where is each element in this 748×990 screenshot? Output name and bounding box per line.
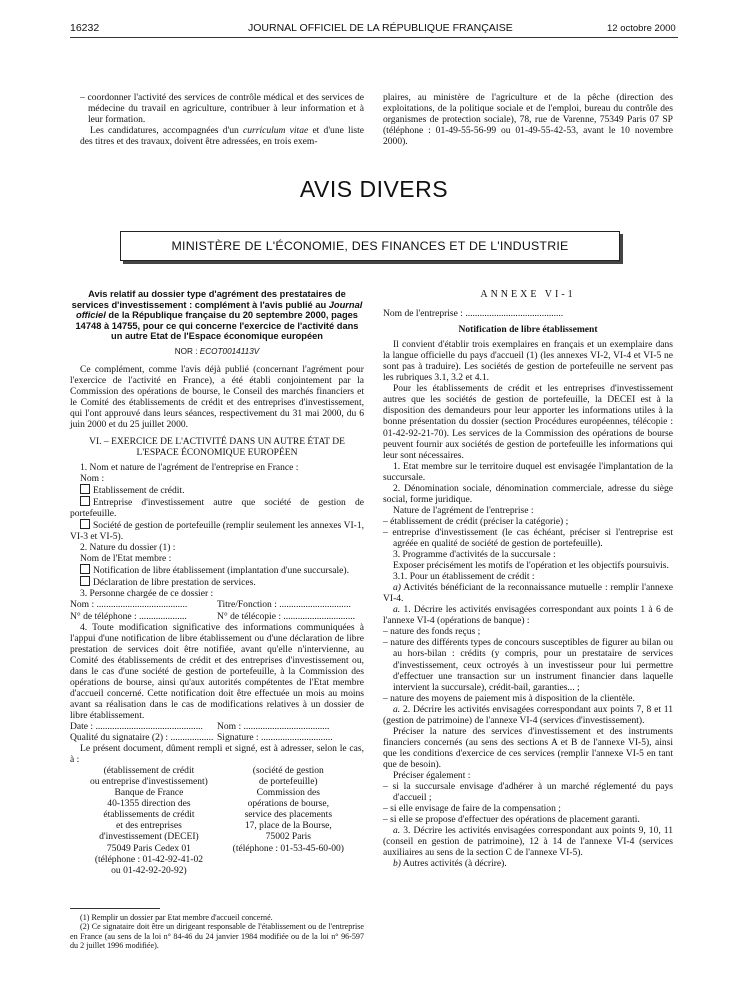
checkbox-icon[interactable] [80, 564, 90, 574]
right-p15-em: b) [393, 858, 401, 870]
nom-line: Nom : [80, 472, 105, 484]
cb1-label: Etablissement de crédit. [93, 485, 185, 497]
q2: 2. Nature du dossier (1) : [80, 542, 176, 554]
address-line: (établissement de crédit [103, 765, 195, 777]
avis-title [70, 289, 364, 342]
right-p1: Il convient d'établir trois exemplaires en français et un exemplaire dans la langue officielle du pays d'accueil (1) (les annexes VI-2, VI-4 et VI-5 ne sont pas à traduire). Les sociétés de gestion de portefeuille ne servent pas les rubriques 3.1, 3.2 et 4.1. [383, 339, 673, 384]
para-4: 4. Toute modification significative des informations communiquées à l'appui d'une notification de libre établissement ou d'une déclaration de libre prestation de services doit être notifiée, avant qu'elle n'intervienne, au Comité des établissements de crédit et des entreprises d'investissement ou, dans le cas d'une société de gestion de portefeuille, à la Commission des opérations de bourse, ainsi qu'aux autorités compétentes de l'Etat membre d'accueil concerné. Cette notification doit être effectuée un mois au moins avant sa réalisation dans le cas de modifications relatives à un dossier de libre établissement. [70, 621, 364, 721]
top-left-para-2-em: curriculum vitae [243, 125, 309, 137]
notification-title: Notification de libre établissement [458, 324, 598, 336]
q1: 1. Nom et nature de l'agrément de l'entreprise en France : [80, 461, 299, 473]
right-p14 [383, 825, 673, 858]
top-left-para-2a: Les candidatures, accompagnées d'un [90, 125, 244, 137]
top-left-para-2 [80, 125, 364, 147]
address-line: ou 01-42-92-20-92) [111, 864, 187, 876]
checkbox-etablissement [70, 484, 364, 496]
right-p7: Exposer précisément les motifs de l'opération et les objectifs poursuivis. [393, 560, 669, 572]
nom-field[interactable]: Nom : ...................................... [70, 599, 188, 611]
journal-title: JOURNAL OFFICIEL DE LA RÉPUBLIQUE FRANÇAISE [248, 22, 513, 34]
right-p10-text: 1. Décrire les activités envisagées correspondant aux points 1 à 6 de l'annexe VI-4 (opérations de banque) : [383, 604, 673, 627]
address-line: 75002 Paris [265, 831, 311, 843]
address-line: 75049 Paris Cedex 01 [106, 842, 191, 854]
right-p13: Préciser également : [393, 769, 471, 781]
top-left-para-2b: et d'une liste des titres et des travaux, doivent être adressées, en trois exem- [80, 125, 364, 148]
right-p10-em: a. [393, 604, 401, 616]
right-p4: 2. Dénomination sociale, dénomination commerciale, adresse du siège social, forme juridique. [383, 482, 673, 505]
right-p2: Pour les établissements de crédit et les entreprises d'investissement autres que les sociétés de gestion de portefeuille, la DECEI est à la disposition des demandeurs pour leur apporter les informations utiles à la bonne présentation du dossier (section Procédures européennes, télécopie : 01-42-92-21-70). Les services de la Commission des opérations de bourse peuvent fournir aux sociétés de gestion de portefeuille les informations qui leur sont nécessaires. [383, 383, 673, 461]
address-line: service des placements [244, 809, 333, 821]
footnote-1: (1) Remplir un dossier par Etat membre d'accueil concerné. [80, 913, 273, 922]
nom2-field[interactable]: Nom : .................................... [217, 721, 330, 732]
right-p15-text: Autres activités (à décrire). [400, 858, 507, 870]
address-line: Commission des [256, 787, 321, 799]
dash-2: – entreprise d'investissement (le cas échéant, préciser si l'entreprise est agréée en qualité de société de gestion de portefeuille). [383, 526, 673, 549]
address-line: et des entreprises [116, 820, 182, 832]
footnotes [70, 908, 364, 950]
dash-6: – si la succursale envisage d'adhérer à un marché réglementé du pays d'accueil ; [383, 781, 673, 804]
address-line: d'investissement (DECEI) [99, 831, 199, 843]
avis-title-a: Avis relatif au dossier type d'agrément des prestataires de services d'investissement : complément à l'avis publié au [71, 289, 346, 310]
section-title: AVIS DIVERS [299, 176, 449, 202]
dash-7: – si elle envisage de faire de la compensation ; [383, 803, 561, 815]
footnote-rule [70, 908, 160, 909]
addresses [70, 765, 364, 875]
checkbox-societe [70, 519, 364, 542]
nom-entreprise-field[interactable]: Nom de l'entreprise : ......................................... [383, 308, 564, 320]
top-right-column [383, 92, 673, 147]
top-left-column [80, 92, 364, 147]
right-p10 [383, 604, 673, 626]
tel-field[interactable]: N° de téléphone : .................... [70, 610, 187, 622]
titre-field[interactable]: Titre/Fonction : .............................. [217, 599, 351, 611]
envoi-para: Le présent document, dûment rempli et signé, est à adresser, selon le cas, à : [70, 743, 364, 766]
cb4-label: Notification de libre établissement (implantation d'une succursale). [93, 565, 349, 577]
checkbox-icon[interactable] [80, 484, 90, 494]
address-line: établissements de crédit [103, 809, 195, 821]
address-line: (téléphone : 01-53-45-60-00) [232, 842, 344, 854]
right-p12: Préciser la nature des services d'investissement et des instruments financiers concernés (au sens des sections A et B de l'annexe VI-5), ainsi que les conditions d'exercice de ces services (remplir l'annexe VI-5 en tant que de besoin). [383, 725, 673, 770]
phone-fax-fields [70, 611, 364, 622]
checkbox-icon[interactable] [80, 519, 90, 529]
avis-title-em: Journal officiel [76, 299, 363, 320]
right-p9 [383, 582, 673, 604]
dash-3: – nature des fonds reçus ; [383, 626, 481, 638]
address-line: (téléphone : 01-42-92-41-02 [94, 853, 204, 865]
section-vi-heading: VI. – EXERCICE DE L'ACTIVITÉ DANS UN AUTRE ÉTAT DE L'ESPACE ÉCONOMIQUE EUROPÉEN [89, 435, 345, 458]
annexe-title: ANNEXE VI-1 [480, 289, 576, 300]
address-line: ou entreprise d'investissement) [90, 776, 208, 788]
dash-4: – nature des différents types de concours susceptibles de figurer au bilan ou au hors-bilan : crédits (y compris, pour un prestataire de services d'investissement, ceux octroyés à un investisseur pour lui permettre d'effectuer une transaction sur un instrument financier dans laquelle intervient la succursale), crédit-bail, garanties... ; [383, 637, 673, 693]
right-column [383, 289, 673, 869]
left-column [70, 289, 364, 876]
qualite-signature-fields [70, 732, 364, 743]
top-right-para: plaires, au ministère de l'agriculture et de la pêche (direction des exploitations, de la politique sociale et de l'emploi, bureau du contrôle des organismes de protection sociale), 78, rue de Varenne, 75349 Paris 07 SP (téléphone : 01-49-55-56-99 ou 01-49-55-42-53, avant le 10 novembre 2000). [383, 92, 673, 148]
checkbox-declaration [70, 576, 364, 588]
address-line: de portefeuille) [259, 776, 318, 788]
checkbox-entreprise [70, 496, 364, 519]
right-p8: 3.1. Pour un établissement de crédit : [393, 571, 535, 583]
right-p6: 3. Programme d'activités de la succursale : [393, 549, 556, 561]
checkbox-icon[interactable] [80, 576, 90, 586]
intro-para: Ce complément, comme l'avis déjà publié (concernant l'agrément pour l'exercice de l'activité en France), a été établi conjointement par la Commission des opérations de bourse, le Conseil des marchés financiers et le Comité des établissements de crédit et des entreprises d'investissement, qui l'ont approuvé dans leurs séances, respectivement du 31 mai 2000, du 6 juin 2000 et du 25 juillet 2000. [70, 363, 364, 430]
address-line: 17, place de la Bourse, [244, 820, 332, 832]
signature-field[interactable]: Signature : .............................. [217, 732, 333, 744]
nor-value: ECOT0014113V [199, 346, 260, 356]
issue-date: 12 octobre 2000 [607, 23, 676, 34]
top-left-para-1: – coordonner l'activité des services de contrôle médical et des services de médecine du travail en agriculture, contribuer à leur information et à leur formation. [80, 92, 364, 126]
right-p3: 1. Etat membre sur le territoire duquel est envisagée l'implantation de la succursale. [383, 460, 673, 483]
header-rule [70, 37, 678, 38]
right-p11-text: 2. Décrire les activités envisagées correspondant aux points 7, 8 et 11 (gestion de patrimoine) de l'annexe VI-4 (services d'investissement). [383, 703, 673, 726]
qualite-field[interactable]: Qualité du signataire (2) : .................. [70, 732, 214, 744]
name-title-fields [70, 599, 364, 610]
date-nom-fields [70, 721, 364, 732]
date-field[interactable]: Date : ............................................. [70, 721, 203, 732]
address-line: 40-1355 direction des [107, 798, 191, 810]
page-number: 16232 [70, 22, 100, 34]
address-banque-de-france [90, 765, 208, 875]
right-p9-text: Activités bénéficiant de la reconnaissance mutuelle : remplir l'annexe VI-4. [383, 582, 673, 605]
cb3-label: Société de gestion de portefeuille (remplir seulement les annexes VI-1, VI-3 et VI-5). [70, 520, 364, 543]
etat-membre-line: Nom de l'Etat membre : [80, 553, 172, 565]
address-line: Banque de France [114, 787, 184, 799]
address-line: opérations de bourse, [247, 798, 330, 810]
right-p11 [383, 704, 673, 726]
avis-title-b: de la République française du 20 septembre 2000, pages 14748 à 14755, pour ce qui concerne l'exercice de l'activité dans un autre Etat de l'Espace économique européen [75, 310, 359, 341]
fax-field[interactable]: N° de télécopie : .............................. [217, 610, 355, 622]
cb2-label: Entreprise d'investissement autre que société de gestion de portefeuille. [70, 497, 364, 520]
dash-8: – si elle se propose d'effectuer des opérations de placement garanti. [383, 814, 640, 826]
cb5-label: Déclaration de libre prestation de services. [93, 577, 256, 589]
right-p14-em: a. [393, 825, 401, 837]
ministry-box: MINISTÈRE DE L'ÉCONOMIE, DES FINANCES ET DE L'INDUSTRIE [120, 231, 620, 261]
dash-5: – nature des moyens de paiement mis à disposition de la clientèle. [383, 692, 635, 704]
nor-line [70, 346, 364, 357]
right-p11-em: a. [393, 703, 401, 715]
nor-label: NOR : [174, 346, 200, 356]
address-cob [233, 765, 344, 875]
address-line: (société de gestion [252, 765, 324, 777]
checkbox-notification [70, 564, 364, 576]
right-p14-text: 3. Décrire les activités envisagées correspondant aux points 9, 10, 11 (conseil en gestion de patrimoine), 12 à 14 de l'annexe VI-4 (services auxiliaires au sens de la section C de l'annexe VI-5). [383, 825, 673, 859]
footnote-2: (2) Ce signataire doit être un dirigeant responsable de l'établissement ou de l'entreprise en France (au sens de la loi n° 84-46 du 24 janvier 1984 modifiée ou de la loi n° 96-597 du 2 juillet 1996 modifiée). [70, 922, 364, 950]
right-p15 [383, 858, 673, 869]
dash-1: – établissement de crédit (préciser la catégorie) ; [383, 515, 569, 527]
right-p9-em: a) [393, 582, 401, 594]
checkbox-icon[interactable] [80, 496, 90, 506]
right-p5: Nature de l'agrément de l'entreprise : [393, 504, 534, 516]
q3: 3. Personne chargée de ce dossier : [80, 588, 214, 600]
